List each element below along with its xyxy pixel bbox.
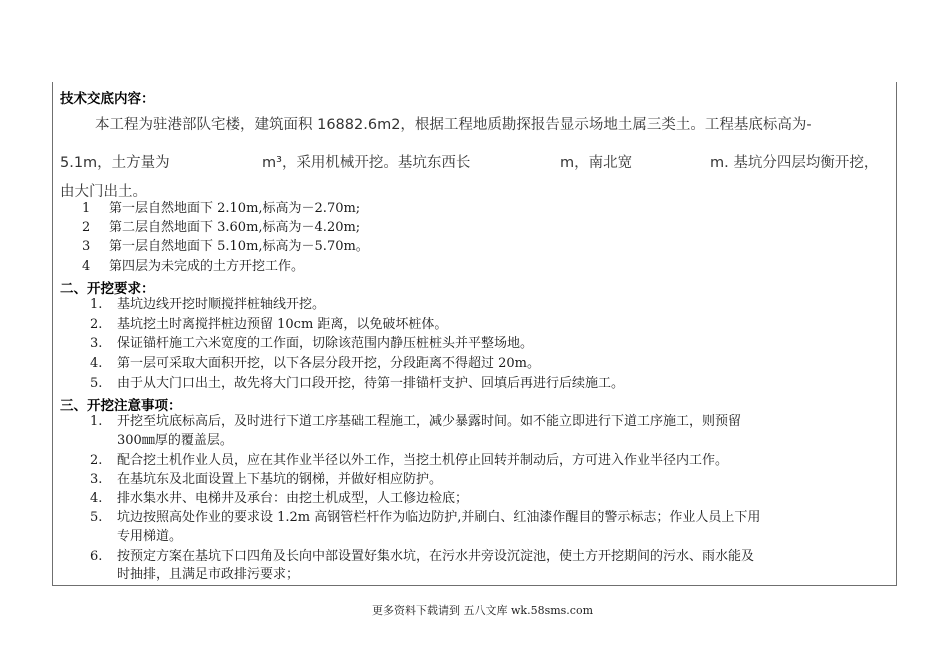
list-item: [90, 509, 760, 527]
intro-line-2a: 5.1m，土方量为: [60, 155, 170, 171]
intro-line-2d: m. 基坑分四层均衡开挖，: [710, 155, 879, 171]
layer-item: [82, 200, 360, 218]
list-item-text: 开挖至坑底标高后，及时进行下道工序基础工程施工，减少暴露时间。如不能立即进行下道工序施工，则预留: [117, 414, 742, 429]
layer-item: [82, 258, 304, 276]
list-item-number: 1.: [90, 414, 103, 429]
list-item-text: 保证锚杆施工六米宽度的工作面，切除该范围内静压桩桩头并平整场地。: [117, 336, 534, 351]
list-item-text: 坑边按照高处作业的要求设 1.2m 高钢管栏杆作为临边防护,并刷白、红油漆作醒目的警示标志；作业人员上下用: [117, 510, 761, 525]
layer-number: 1: [82, 201, 91, 216]
layer-text: 第一层自然地面下 5.10m,标高为－5.70m。: [109, 239, 369, 254]
list-item-text: 第一层可采取大面积开挖，以下各层分段开挖，分段距离不得超过 20m。: [117, 356, 541, 371]
list-item-text: 配合挖土机作业人员，应在其作业半径以外工作，当挖土机停止回转并制动后，方可进入作业半径内工作。: [117, 453, 729, 468]
list-item-text: 在基坑东及北面设置上下基坑的钢梯，并做好相应防护。: [117, 472, 443, 487]
list-item-number: 4.: [90, 491, 103, 506]
list-item: [90, 355, 540, 373]
list-item-number: 6.: [90, 549, 103, 564]
list-item-text: 按预定方案在基坑下口四角及长向中部设置好集水坑，在污水井旁设沉淀池，使土方开挖期间的污水、雨水能及: [117, 549, 755, 564]
list-item-number: 1.: [90, 297, 103, 312]
list-item-number: 2.: [90, 453, 103, 468]
list-item-number: 5.: [90, 510, 103, 525]
list-item-continuation: 300㎜厚的覆盖层。: [117, 433, 233, 448]
list-item-text: 排水集水井、电梯井及承台：由挖土机成型，人工修边检底；: [117, 491, 469, 506]
layer-item: [82, 238, 369, 256]
layer-text: 第四层为未完成的土方开挖工作。: [109, 259, 305, 274]
list-item-text: 由于从大门口出土，故先将大门口段开挖，待第一排锚杆支护、回填后再进行后续施工。: [117, 376, 625, 391]
list-item-text: 基坑边线开挖时顺搅拌桩轴线开挖。: [117, 297, 326, 312]
list-item: [90, 413, 741, 431]
section-heading: 技术交底内容：: [60, 91, 155, 107]
layer-text: 第二层自然地面下 3.60m,标高为－4.20m;: [109, 220, 361, 235]
list-item-continuation: 时抽排，且满足市政排污要求；: [117, 567, 300, 582]
list-item: [90, 490, 468, 508]
list-item: [90, 452, 728, 470]
list-item-number: 2.: [90, 317, 103, 332]
section-title-excavation-notes: 三、开挖注意事项：: [60, 398, 182, 414]
intro-line-3: 由大门出土。: [60, 184, 147, 200]
list-item: [90, 548, 754, 566]
list-item-number: 4.: [90, 356, 103, 371]
footer-note: 更多资料下载请到 五八文库 wk.58sms.com: [372, 604, 593, 617]
list-item: [90, 296, 325, 314]
intro-line-2c: m，南北宽: [560, 155, 633, 171]
list-item-number: 5.: [90, 376, 103, 391]
layer-item: [82, 219, 360, 237]
layer-number: 3: [82, 239, 91, 254]
list-item: [90, 335, 533, 353]
intro-line-2b: m³，采用机械开挖。基坑东西长: [262, 155, 471, 171]
list-item-text: 基坑挖土时离搅拌桩边预留 10cm 距离，以免破坏桩体。: [117, 317, 448, 332]
list-item: [90, 375, 624, 393]
layer-number: 4: [82, 259, 91, 274]
list-item-continuation: 专用梯道。: [117, 529, 183, 544]
list-item-number: 3.: [90, 472, 103, 487]
layer-text: 第一层自然地面下 2.10m,标高为－2.70m;: [109, 201, 361, 216]
layer-number: 2: [82, 220, 91, 235]
list-item-number: 3.: [90, 336, 103, 351]
list-item: [90, 316, 447, 334]
intro-line-1: 本工程为驻港部队宅楼，建筑面积 16882.6m2，根据工程地质勘探报告显示场地土属三类土。工程基底标高为-: [95, 117, 812, 133]
section-title-excavation-requirements: 二、开挖要求：: [60, 281, 155, 297]
list-item: [90, 471, 442, 489]
